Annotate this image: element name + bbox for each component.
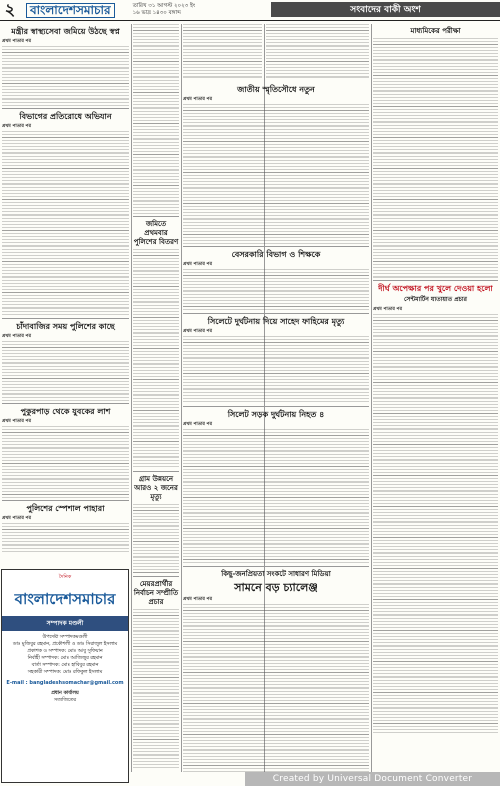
center-column: [183, 82, 369, 772]
article-headline: বেসরকারি বিভাগ ও শিক্ষকে: [231, 250, 321, 259]
column-1: [2, 24, 129, 569]
article-body: [183, 336, 369, 404]
ad-line: ডাঃ মুজিবুর রহমান, প্রকৌশলী ও ডাঃ সিরাজুল ইসলাম: [12, 642, 118, 647]
column-5: [373, 24, 498, 772]
article-headline: মেয়রপ্রার্থীর নির্বাচন সম্প্রীতি প্রচার: [133, 580, 179, 606]
column-4-top: [266, 24, 369, 80]
column-rule: [131, 24, 132, 772]
date-gregorian: তারিখ ৩১ আগস্ট ২০২৩ ইং: [132, 3, 196, 9]
page-number: ২: [4, 0, 16, 19]
article-headline: জমিতে প্রথমবার পুলিশের বিতরণ: [133, 220, 179, 246]
article-body: [133, 609, 179, 769]
article-body: [373, 38, 498, 278]
article-headline: দীর্ঘ অপেক্ষার পর খুলে দেওয়া হলো: [378, 284, 493, 293]
column-rule: [181, 24, 182, 772]
ad-line: উপদেষ্টা সম্পাদকমণ্ডলী: [42, 635, 88, 640]
ad-line: সহকারী সম্পাদক: মোঃ রফিকুল ইসলাম: [27, 670, 103, 675]
article-body: [183, 104, 369, 244]
article-headline: মাধ্যমিকের পরীক্ষা: [410, 27, 461, 35]
article-headline: পুলিশের স্পেশাল পাহারা: [26, 504, 105, 513]
ad-logo: বাংলাদেশসমাচার: [14, 590, 116, 608]
article-body: [373, 314, 498, 734]
article-headline-large: সামনে বড় চ্যালেঞ্জ: [234, 581, 318, 594]
article-headline: সিলেট সড়ক দুর্ঘটনায় নিহত ৪: [227, 410, 325, 419]
ad-office-label: প্রধান কার্যালয়: [51, 691, 79, 696]
article-headline: পুকুরপাড় থেকে যুবকের লাশ: [20, 407, 111, 416]
article-body: [133, 24, 179, 214]
article-body: [2, 131, 129, 316]
date-bangla: ১৬ ভাদ্র ১৪৩০ বঙ্গাব্দ: [132, 10, 181, 16]
article-byline: প্রথম পাতার পর: [183, 97, 212, 102]
ad-email: E-mail : bangladeshsomachar@gmail.com: [6, 680, 124, 686]
newspaper-logo: বাংলাদেশসমাচার: [26, 3, 115, 18]
ad-line: বার্তা সম্পাদক: মোঃ হাবিবুর রহমান: [31, 663, 99, 668]
article-headline: কিছু-জনপ্রিয়তা সংকটে সাধারণ মিডিয়া: [221, 570, 331, 578]
article-byline: প্রথম পাতার পর: [373, 307, 402, 312]
article-headline: চাঁদাবাজির সময় পুলিশের কাছে: [16, 322, 115, 331]
article-headline: জাতীয় স্মৃতিসৌধে নতুন: [237, 85, 315, 94]
article-body: [133, 249, 179, 469]
ad-logo-top: দৈনিক: [58, 574, 72, 580]
article-byline: প্রথম পাতার পর: [183, 597, 212, 602]
ad-line: নির্বাহী সম্পাদক: মোঃ আজিজুর রহমান: [27, 656, 103, 661]
article-body: [183, 429, 369, 564]
article-byline: প্রথম পাতার পর: [183, 329, 212, 334]
ad-line: প্রকাশক ও সম্পাদক: মোঃ আবু সুফিয়ান: [27, 649, 103, 654]
masthead-ad-box: [1, 569, 129, 783]
watermark: Created by Universal Document Converter: [245, 772, 500, 786]
article-body: [133, 504, 179, 574]
column-rule: [371, 24, 372, 772]
date-block: [133, 3, 196, 17]
article-body: [2, 341, 129, 401]
article-byline: প্রথম পাতার পর: [2, 419, 31, 424]
article-headline: গ্রাম উন্নয়নে আরও ২ জনের মৃত্যু: [134, 475, 178, 501]
article-byline: প্রথম পাতার পর: [183, 262, 212, 267]
article-body: [2, 46, 129, 106]
article-body: [2, 523, 129, 553]
article-headline: বিভাগের প্রতিরোধে অভিযান: [19, 112, 112, 121]
article-body: [183, 24, 262, 80]
article-byline: প্রথম পাতার পর: [2, 334, 31, 339]
article-byline: প্রথম পাতার পর: [2, 124, 31, 129]
article-headline: সিলেটে দুর্ঘটনায় দিয়ে সাহেদ ফাহিমের মৃত্যু: [207, 317, 345, 326]
section-banner: সংবাদের বাকী অংশ: [271, 2, 500, 17]
article-byline: প্রথম পাতার পর: [183, 422, 212, 427]
article-body: [183, 604, 369, 772]
article-body: [2, 426, 129, 498]
ad-bar: সম্পাদক মণ্ডলী: [2, 616, 128, 631]
ad-office-address: সত্যজিতের: [54, 698, 76, 703]
article-subheadline: সেন্টমার্টিন যাতায়াত প্রচার: [404, 296, 467, 303]
article-body: [183, 269, 369, 311]
article-body: [266, 24, 369, 80]
article-byline: প্রথম পাতার পর: [2, 516, 31, 521]
column-2: [133, 24, 179, 772]
article-headline: মন্ত্রীর স্বাস্থ্যসেবা জমিয়ে উঠছে স্বপ্ন: [11, 27, 120, 36]
article-byline: প্রথম পাতার পর: [2, 39, 31, 44]
